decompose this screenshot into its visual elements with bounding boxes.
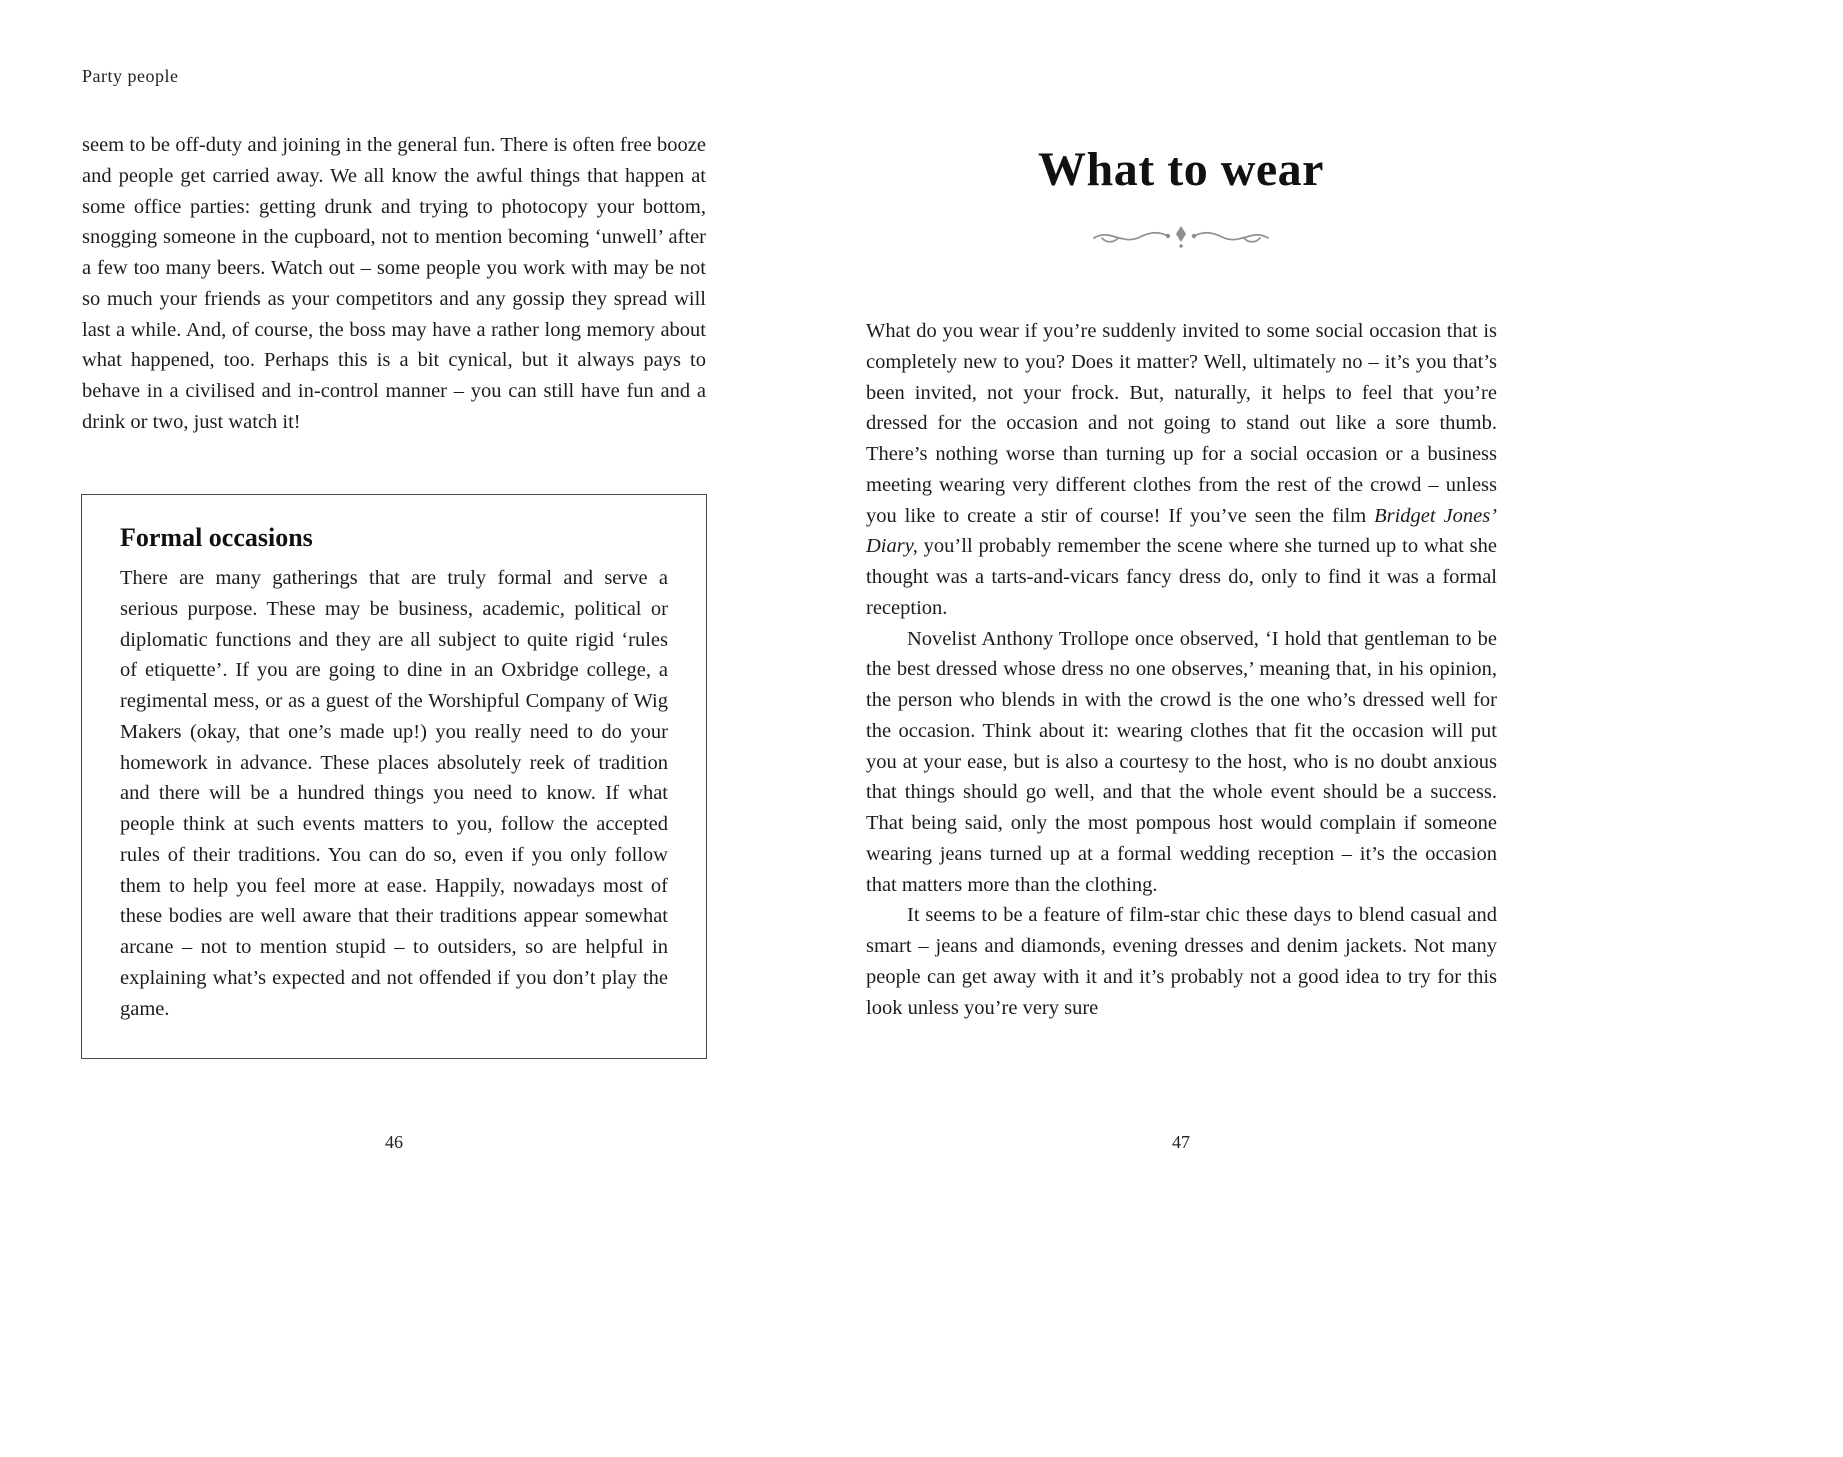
left-page-number: 46 [385,1132,403,1152]
left-page-body-paragraph: seem to be off-duty and joining in the general fun. There is often free booze and people get carried away. We all know the awful things that happen at some office parties: getting drunk and trying to photocopy your bottom, snogging someone in the cupboard, not to mention becoming ‘unwell’ after a few too many beers. Watch out – some people you work with may be not so much your friends as your competitors and any gossip they spread will last a while. And, of course, the boss may have a rather long memory about what happened, too. Perhaps this is a bit cynical, but it always pays to behave in a civilised and in-control manner – you can still have fun and a drink or two, just watch it! [82,134,706,433]
chapter-title: What to wear [1038,143,1324,196]
paragraph-1-italic-title: Bridget Jones’ Diary, [866,504,1497,558]
paragraph-2: Novelist Anthony Trollope once observed, ‘I hold that gentleman to be the best dressed whose dress no one observes,’ meaning that, in his opinion, the person who blends in with the crowd is the one who’s dressed well for the occasion. Think about it: wearing clothes that fit the occasion will put you at your ease, but is also a courtesy to the host, who is no doubt anxious that things should go well, and that the whole event should be a success. That being said, only the most pompous host would complain if someone wearing jeans turned up at a formal wedding reception – it’s the occasion that matters more than the clothing. [866,627,1497,896]
box-heading: Formal occasions [120,523,313,552]
chapter-ornament [866,222,1496,255]
box-body-text: There are many gatherings that are truly formal and serve a serious purpose. These may be business, academic, political or diplomatic functions and they are all subject to quite rigid ‘rules of etiquette’. If you are going to dine in an Oxbridge college, a regimental mess, or as a guest of the Worshipful Company of Wig Makers (okay, that one’s made up!) you really need to do your homework in advance. These places absolutely reek of tradition and there will be a hundred things you need to know. If what people think at such events matters to you, follow the accepted rules of their traditions. You can do so, even if you only follow them to help you feel more at ease. Happily, nowadays most of these bodies are well aware that their traditions appear somewhat arcane – not to mention stupid – to outsiders, so are helpful in explaining what’s expected and not offended if you don’t play the game. [120,567,668,1020]
paragraph-3: It seems to be a feature of film-star chic these days to blend casual and smart – jeans and diamonds, evening dresses and denim jackets. Not many people can get away with it and it’s probably not a good idea to try for this look unless you’re very sure [866,904,1497,1019]
paragraph-1-before: What do you wear if you’re suddenly invited to some social occasion that is completely new to you? Does it matter? Well, ultimately no – it’s you that’s been invited, not your frock. But, naturally, it helps to feel that you’re dressed for the occasion and not going to stand out like a sore thumb. There’s nothing worse than turning up for a social occasion or a business meeting wearing very different clothes from the rest of the crowd – unless you like to create a stir of course! If you’ve seen the film [866,320,1497,527]
paragraph-1 [866,316,1497,624]
formal-occasions-box [81,494,707,1059]
running-header: Party people [82,66,179,86]
paragraph-1-after: you’ll probably remember the scene where she turned up to what she thought was a tarts-and-vicars fancy dress do, only to find it was a formal reception. [866,535,1497,619]
right-page-body [866,316,1497,1023]
flourish-icon [1088,222,1274,250]
right-page-number: 47 [1172,1132,1190,1152]
